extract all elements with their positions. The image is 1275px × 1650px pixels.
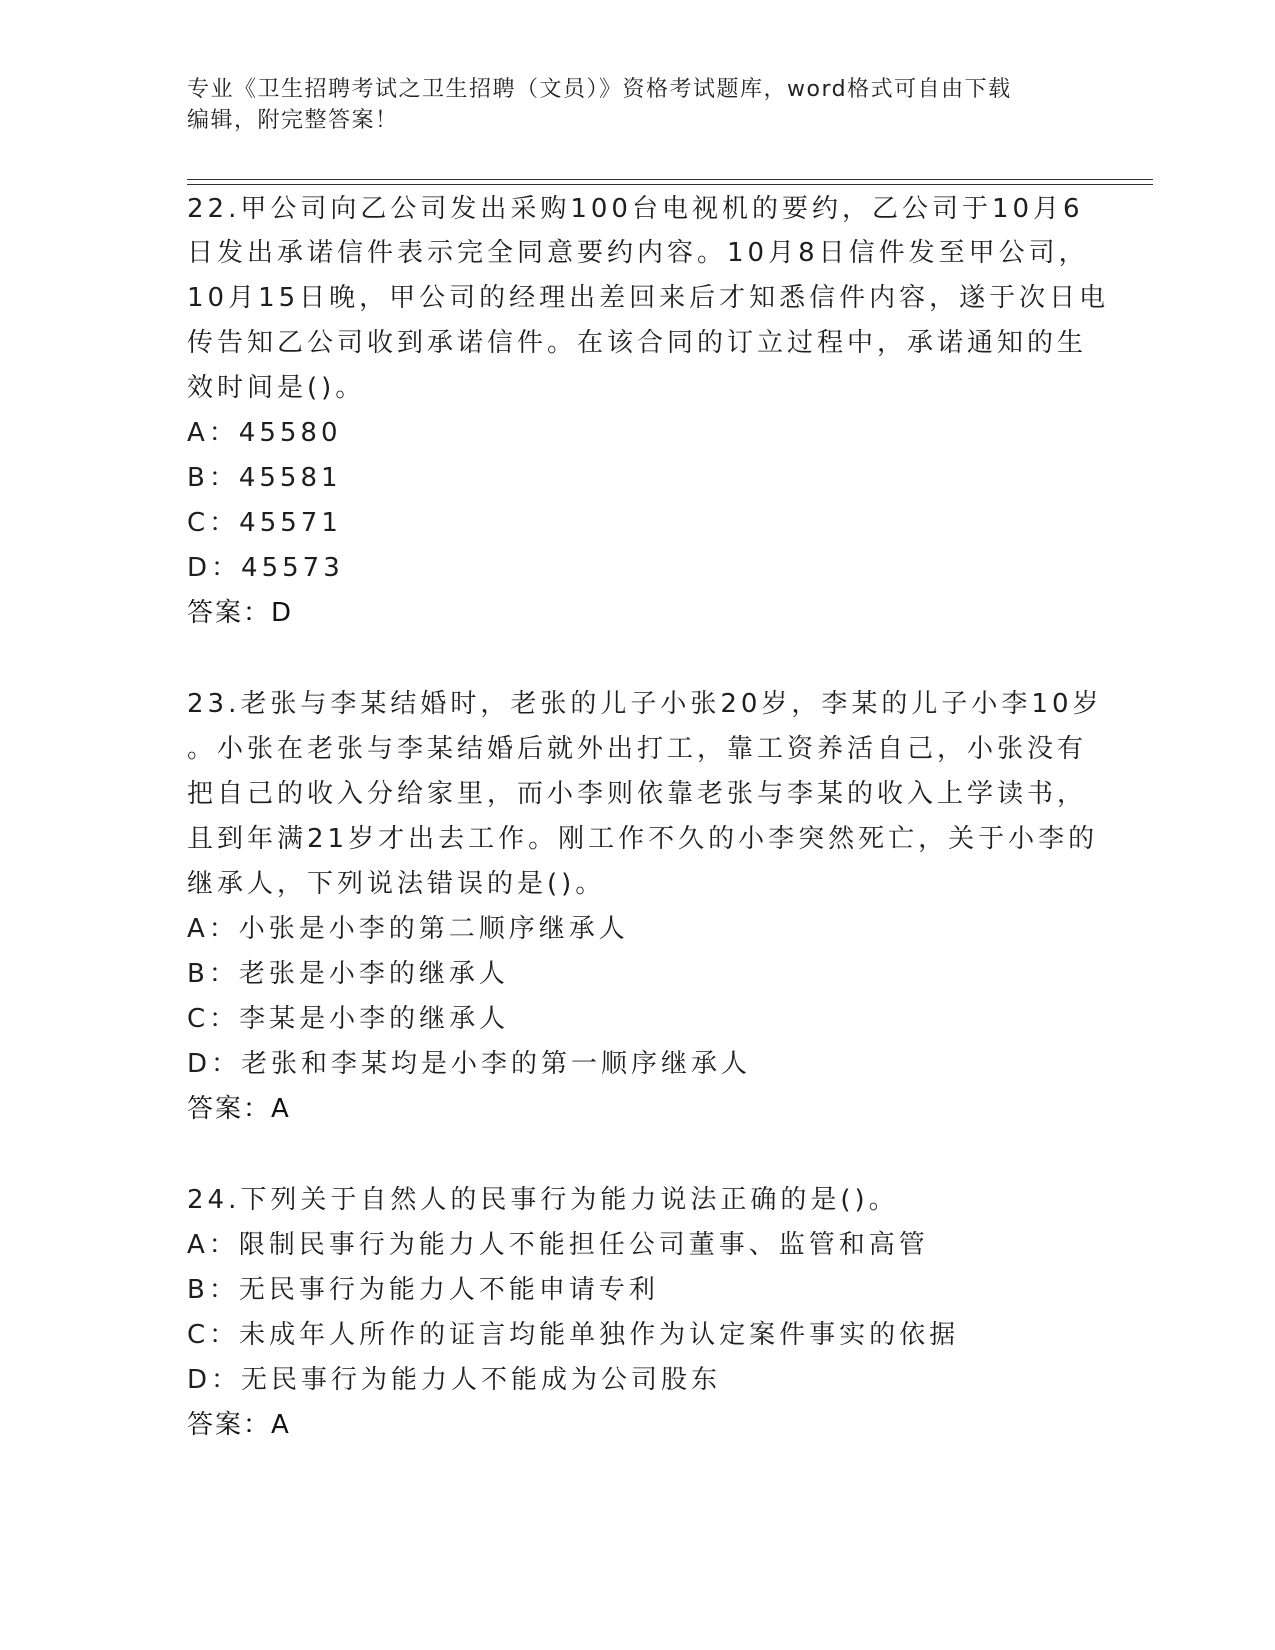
header-line-1: 专业《卫生招聘考试之卫生招聘（文员）》资格考试题库，word格式可自由下载 xyxy=(187,77,1012,102)
q23-option-c: C：李某是小李的继承人 xyxy=(187,1004,510,1034)
q22-option-d: D：45573 xyxy=(187,553,344,583)
q23-stem-line-2: 。小张在老张与李某结婚后就外出打工，靠工资养活自己，小张没有 xyxy=(187,734,1088,764)
q22-option-c: C：45571 xyxy=(187,508,342,538)
q22-stem-line-1: 22.甲公司向乙公司发出采购100台电视机的要约，乙公司于10月6 xyxy=(187,194,1084,224)
q22-option-a: A：45580 xyxy=(187,418,342,448)
q24-option-a: A：限制民事行为能力人不能担任公司董事、监管和高管 xyxy=(187,1230,929,1260)
q23-option-d: D：老张和李某均是小李的第一顺序继承人 xyxy=(187,1049,752,1079)
header-divider-bottom xyxy=(187,184,1153,185)
q24-option-d: D：无民事行为能力人不能成为公司股东 xyxy=(187,1365,722,1395)
q23-stem-line-3: 把自己的收入分给家里，而小李则依靠老张与李某的收入上学读书， xyxy=(187,779,1088,809)
q22-stem-line-2: 日发出承诺信件表示完全同意要约内容。10月8日信件发至甲公司， xyxy=(187,238,1089,268)
q24-answer: 答案：A xyxy=(187,1410,291,1440)
q23-answer: 答案：A xyxy=(187,1094,291,1124)
header-line-2: 编辑，附完整答案！ xyxy=(187,108,399,133)
q22-stem-line-4: 传告知乙公司收到承诺信件。在该合同的订立过程中，承诺通知的生 xyxy=(187,328,1088,358)
q24-option-b: B：无民事行为能力人不能申请专利 xyxy=(187,1275,659,1305)
q24-stem-line-1: 24.下列关于自然人的民事行为能力说法正确的是()。 xyxy=(187,1185,899,1215)
header-divider-top xyxy=(187,179,1153,180)
q22-stem-line-5: 效时间是()。 xyxy=(187,373,366,403)
q23-stem-line-5: 继承人，下列说法错误的是()。 xyxy=(187,869,606,899)
q23-option-b: B：老张是小李的继承人 xyxy=(187,959,509,989)
q24-option-c: C：未成年人所作的证言均能单独作为认定案件事实的依据 xyxy=(187,1320,960,1350)
q23-option-a: A：小张是小李的第二顺序继承人 xyxy=(187,914,629,944)
q22-stem-line-3: 10月15日晚，甲公司的经理出差回来后才知悉信件内容，遂于次日电 xyxy=(187,283,1110,313)
document-header xyxy=(187,74,1087,136)
q23-stem-line-4: 且到年满21岁才出去工作。刚工作不久的小李突然死亡，关于小李的 xyxy=(187,824,1099,854)
q22-option-b: B：45581 xyxy=(187,463,342,493)
q22-answer: 答案：D xyxy=(187,598,294,628)
q23-stem-line-1: 23.老张与李某结婚时，老张的儿子小张20岁，李某的儿子小李10岁 xyxy=(187,689,1103,719)
